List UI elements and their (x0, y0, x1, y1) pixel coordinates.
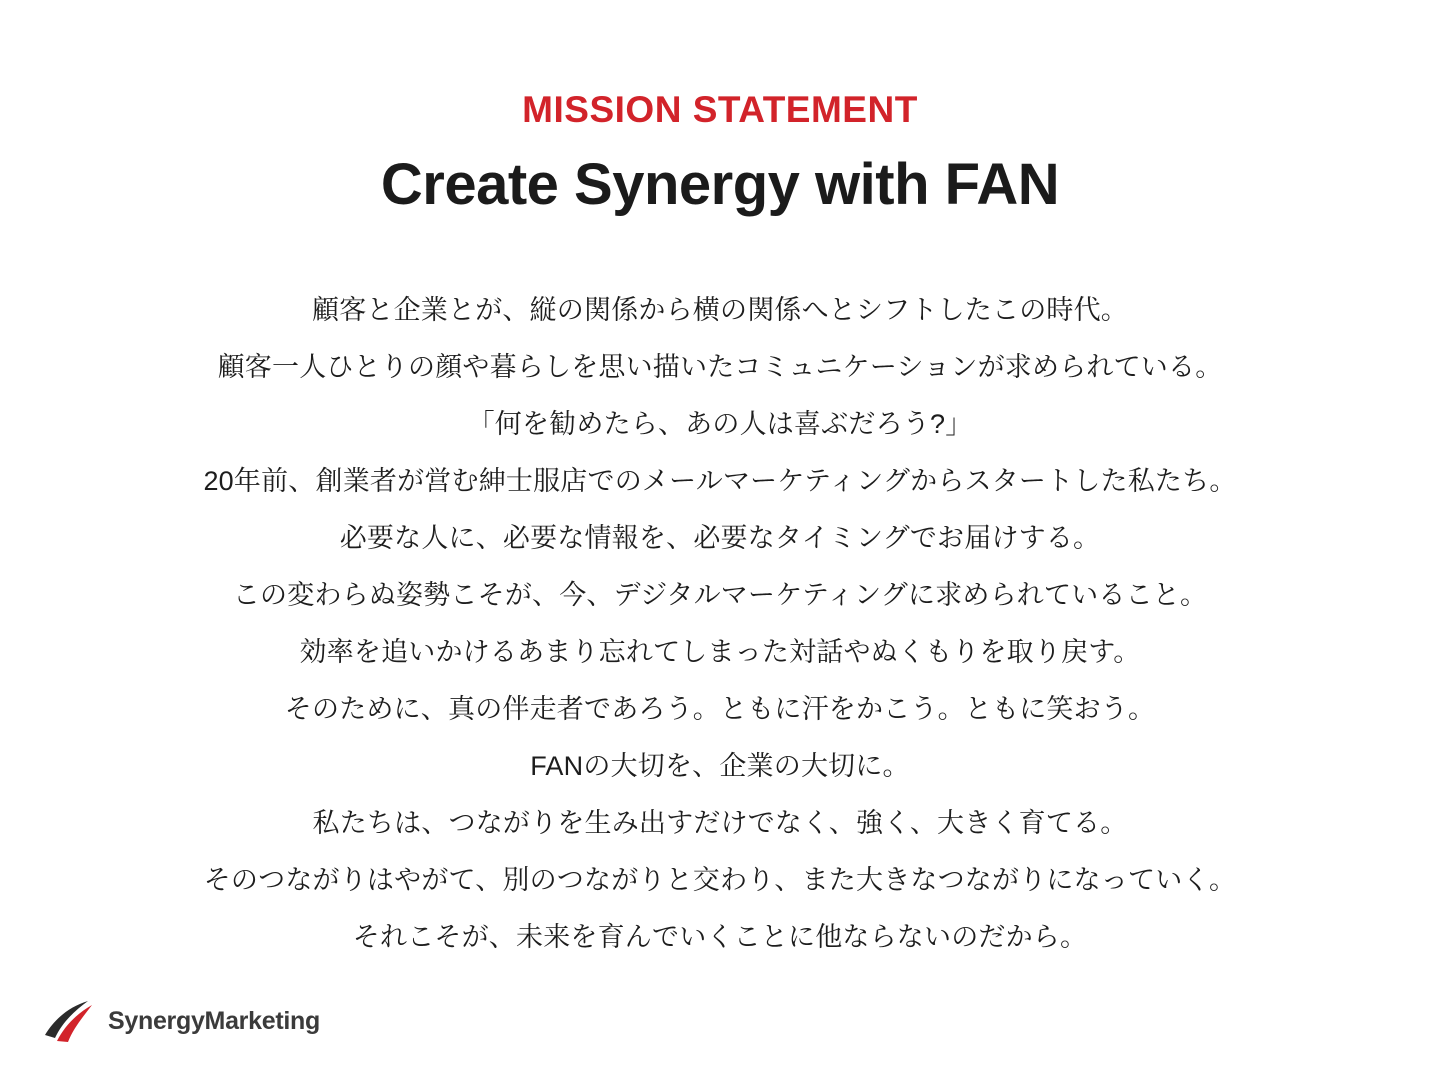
body-line: 顧客一人ひとりの顔や暮らしを思い描いたコミュニケーションが求められている。 (217, 351, 1223, 382)
heading-block (0, 0, 1440, 222)
mission-statement-label: MISSION STATEMENT (522, 89, 918, 130)
body-line: この変わらぬ姿勢こそが、今、デジタルマーケティングに求められていること。 (232, 579, 1208, 610)
company-logo (42, 994, 320, 1048)
mission-body (0, 282, 1440, 966)
page-title: Create Synergy with FAN (380, 152, 1060, 218)
body-line: 20年前、創業者が営む紳士服店でのメールマーケティングからスタートした私たち。 (203, 465, 1237, 496)
body-line: 顧客と企業とが、縦の関係から横の関係へとシフトしたこの時代。 (312, 294, 1128, 325)
body-line: FANの大切を、企業の大切に。 (530, 750, 910, 781)
company-logo-text: SynergyMarketing (108, 1006, 320, 1035)
synergy-swoosh-icon (42, 998, 98, 1044)
body-line: 必要な人に、必要な情報を、必要なタイミングでお届けする。 (339, 522, 1101, 553)
body-line: それこそが、未来を育んでいくことに他ならないのだから。 (352, 921, 1088, 952)
body-line: 効率を追いかけるあまり忘れてしまった対話やぬくもりを取り戻す。 (299, 636, 1141, 667)
body-line: 「何を勧めたら、あの人は喜ぶだろう?」 (467, 408, 973, 439)
body-line: そのつながりはやがて、別のつながりと交わり、また大きなつながりになっていく。 (203, 864, 1237, 895)
body-line: 私たちは、つながりを生み出すだけでなく、強く、大きく育てる。 (312, 807, 1128, 838)
body-line: そのために、真の伴走者であろう。ともに汗をかこう。ともに笑おう。 (284, 693, 1156, 724)
